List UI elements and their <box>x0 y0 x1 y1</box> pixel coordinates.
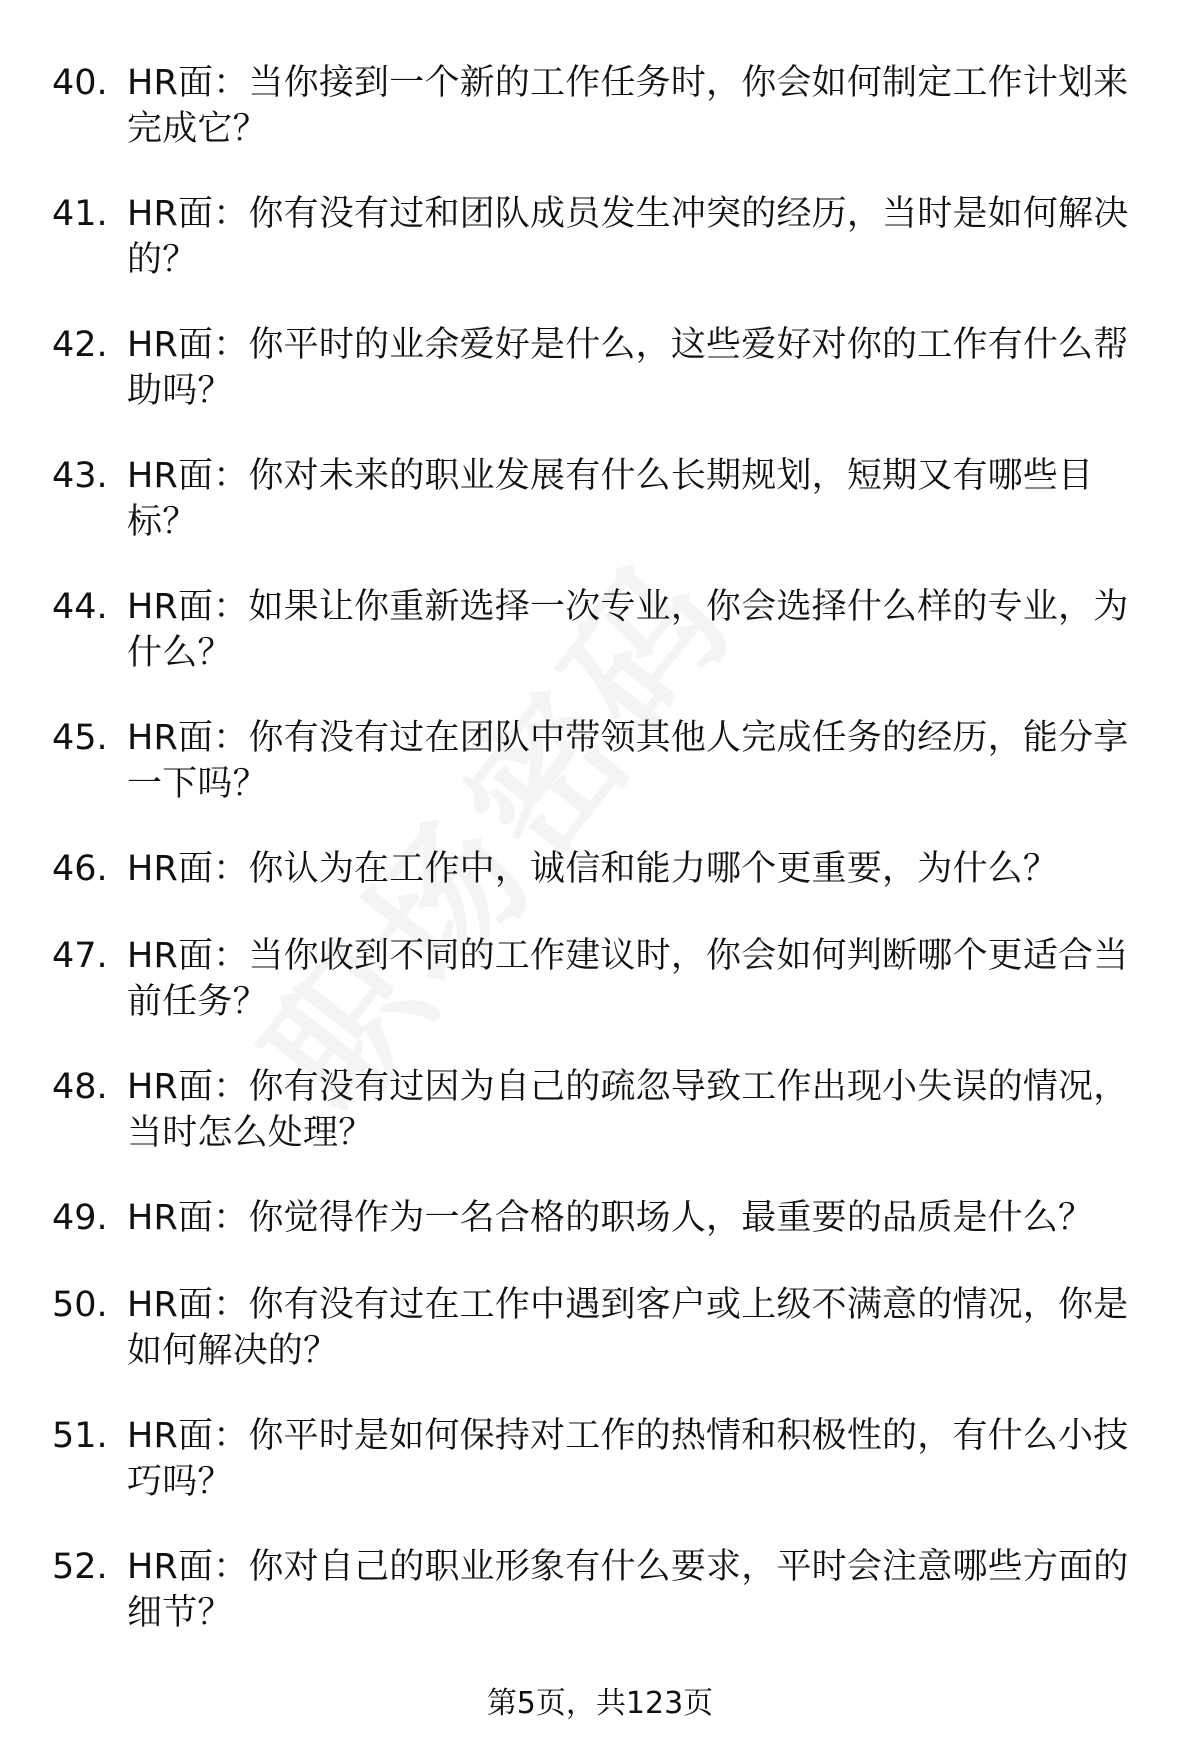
list-item <box>0 1544 1200 1675</box>
list-item <box>0 1282 1200 1413</box>
question-text: HR面：你平时的业余爱好是什么，这些爱好对你的工作有什么帮助吗？ <box>127 325 1129 411</box>
list-item <box>0 1064 1200 1195</box>
question-number: 43. <box>52 456 108 496</box>
question-number: 47. <box>52 936 108 976</box>
question-number: 49. <box>52 1198 108 1238</box>
question-number: 44. <box>52 587 108 627</box>
list-item <box>0 191 1200 322</box>
question-number: 50. <box>52 1285 108 1325</box>
list-item <box>0 584 1200 715</box>
list-item <box>0 846 1200 933</box>
list-item <box>0 453 1200 584</box>
question-text: HR面：你对自己的职业形象有什么要求，平时会注意哪些方面的细节？ <box>127 1547 1129 1633</box>
list-item <box>0 933 1200 1064</box>
list-item <box>0 1195 1200 1282</box>
list-item <box>0 60 1200 191</box>
question-text: HR面：你有没有过在团队中带领其他人完成任务的经历，能分享一下吗？ <box>127 718 1129 804</box>
question-number: 51. <box>52 1416 108 1456</box>
question-number: 41. <box>52 194 108 234</box>
question-text: HR面：当你收到不同的工作建议时，你会如何判断哪个更适合当前任务？ <box>127 936 1129 1022</box>
question-text: HR面：你觉得作为一名合格的职场人，最重要的品质是什么？ <box>127 1198 1094 1238</box>
question-text: HR面：当你接到一个新的工作任务时，你会如何制定工作计划来完成它？ <box>127 63 1129 149</box>
question-number: 46. <box>52 849 108 889</box>
question-text: HR面：如果让你重新选择一次专业，你会选择什么样的专业，为什么？ <box>127 587 1129 673</box>
question-number: 45. <box>52 718 108 758</box>
question-text: HR面：你有没有过因为自己的疏忽导致工作出现小失误的情况，当时怎么处理？ <box>127 1067 1129 1153</box>
question-text: HR面：你有没有过在工作中遇到客户或上级不满意的情况，你是如何解决的？ <box>127 1285 1129 1371</box>
question-number: 48. <box>52 1067 108 1107</box>
question-text: HR面：你平时是如何保持对工作的热情和积极性的，有什么小技巧吗？ <box>127 1416 1129 1502</box>
question-number: 42. <box>52 325 108 365</box>
page-number-footer: 第5页，共123页 <box>486 1686 714 1721</box>
question-number: 52. <box>52 1547 108 1587</box>
question-list <box>0 60 1200 1675</box>
question-number: 40. <box>52 63 108 103</box>
list-item <box>0 715 1200 846</box>
question-text: HR面：你认为在工作中，诚信和能力哪个更重要，为什么？ <box>127 849 1059 889</box>
list-item <box>0 1413 1200 1544</box>
question-text: HR面：你对未来的职业发展有什么长期规划，短期又有哪些目标？ <box>127 456 1094 542</box>
list-item <box>0 322 1200 453</box>
question-text: HR面：你有没有过和团队成员发生冲突的经历，当时是如何解决的？ <box>127 194 1129 280</box>
